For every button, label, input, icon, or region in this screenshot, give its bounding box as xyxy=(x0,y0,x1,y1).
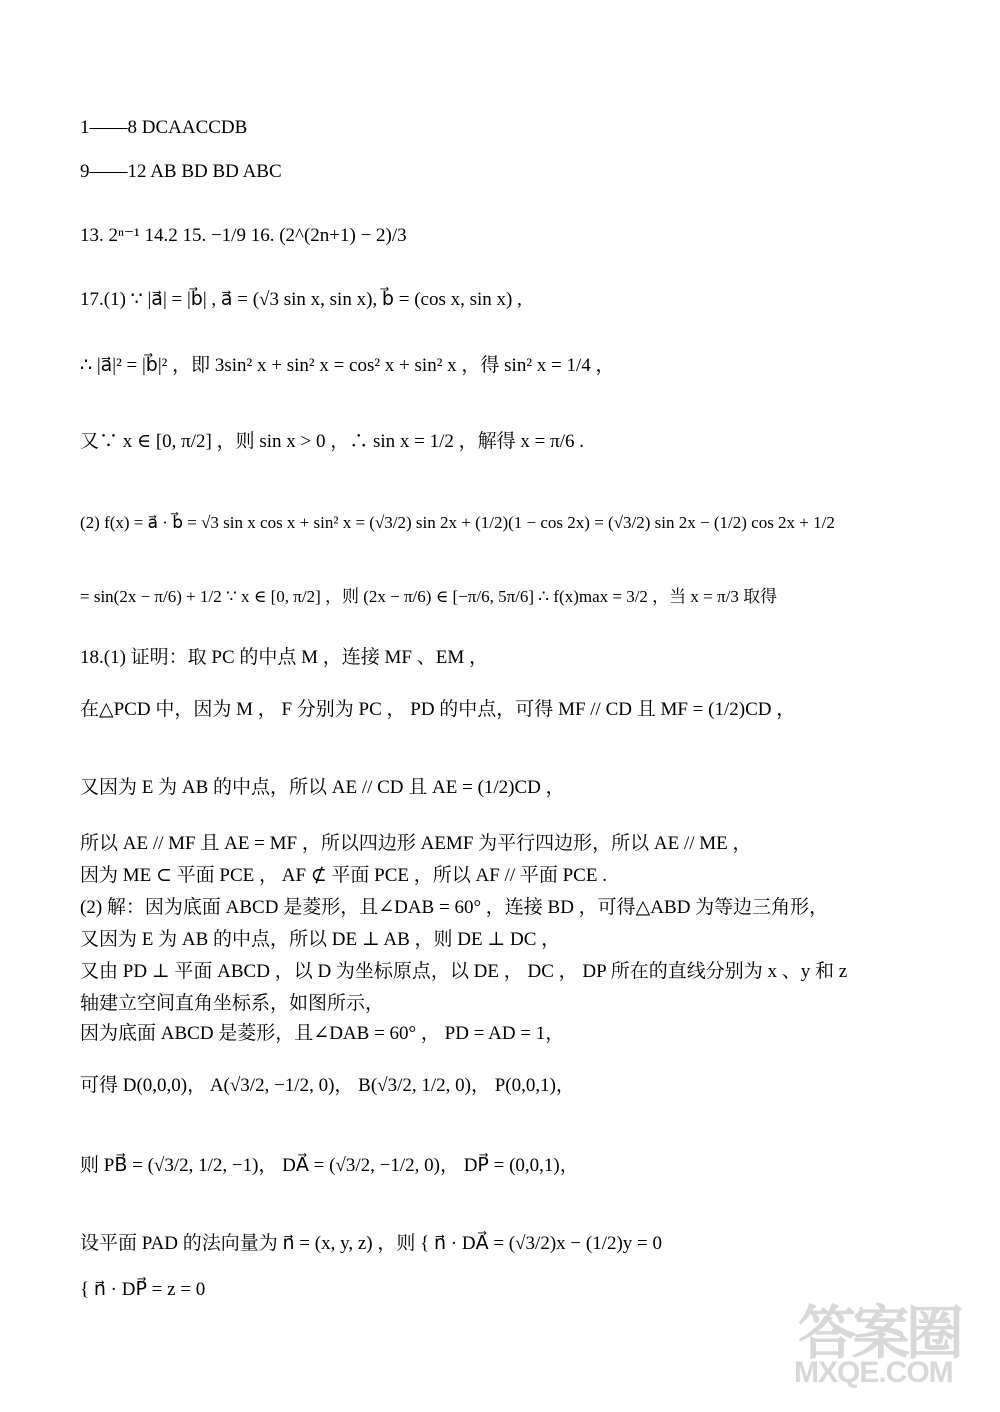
answer-line-1: 1——8 DCAACCDB xyxy=(80,117,248,138)
answer-line-16: 又由 PD ⊥ 平面 ABCD ，以 D 为坐标原点，以 DE ， DC ， DP 所在的直线分别为 x 、y 和 z xyxy=(80,961,848,982)
answer-line-21: 设平面 PAD 的法向量为 n⃗ = (x, y, z) ，则 { n⃗ · DA⃗ = (√3/2)x − (1/2)y = 0 xyxy=(80,1233,663,1254)
answer-line-7: (2) f(x) = a⃗ · b⃗ = √3 sin x cos x + sin² x = (√3/2) sin 2x + (1/2)(1 − cos 2x) = (√3/2) sin 2x − (1/2) cos 2x + 1/2 xyxy=(80,513,835,532)
answer-line-17: 轴建立空间直角坐标系，如图所示， xyxy=(80,993,385,1014)
answer-line-22: { n⃗ · DP⃗ = z = 0 xyxy=(80,1279,206,1300)
answer-line-15: 又因为 E 为 AB 的中点，所以 DE ⊥ AB ，则 DE ⊥ DC ， xyxy=(80,929,561,950)
answer-line-20: 则 PB⃗ = (√3/2, 1/2, −1)， DA⃗ = (√3/2, −1/2, 0)， DP⃗ = (0,0,1)， xyxy=(80,1155,579,1176)
watermark-url: MXQE.COM xyxy=(794,1356,953,1389)
answer-line-10: 在△PCD 中，因为 M ， F 分别为 PC ， PD 的中点，可得 MF // CD 且 MF = (1/2)CD ， xyxy=(80,699,796,720)
answer-line-11: 又因为 E 为 AB 的中点，所以 AE // CD 且 AE = (1/2)CD ， xyxy=(80,777,565,798)
answer-line-4: 17.(1) ∵ |a⃗| = |b⃗| , a⃗ = (√3 sin x, sin x), b⃗ = (cos x, sin x) , xyxy=(80,289,522,310)
answer-line-3: 13. 2ⁿ⁻¹ 14.2 15. −1/9 16. (2^(2n+1) − 2)/3 xyxy=(80,225,407,246)
answer-line-12: 所以 AE // MF 且 AE = MF ，所以四边形 AEMF 为平行四边形，所以 AE // ME ， xyxy=(80,833,752,854)
watermark-glyphs: 答案圈 xyxy=(798,1301,961,1366)
answer-line-9: 18.(1) 证明：取 PC 的中点 M ，连接 MF 、EM ， xyxy=(80,647,488,668)
answer-line-6: 又∵ x ∈ [0, π/2] ，则 sin x > 0 ，∴ sin x = 1/2 ，解得 x = π/6 . xyxy=(80,431,584,452)
answer-line-8: = sin(2x − π/6) + 1/2 ∵ x ∈ [0, π/2] ，则 (2x − π/6) ∈ [−π/6, 5π/6] ∴ f(x)max = 3/2 ，当 x = π/3 取得 xyxy=(80,587,778,606)
answer-line-2: 9——12 AB BD BD ABC xyxy=(80,161,282,182)
answer-line-13: 因为 ME ⊂ 平面 PCE ， AF ⊄ 平面 PCE ，所以 AF // 平面 PCE . xyxy=(80,865,607,886)
watermark-logo xyxy=(788,1278,978,1398)
answer-line-5: ∴ |a⃗|² = |b⃗|² ，即 3sin² x + sin² x = cos² x + sin² x ，得 sin² x = 1/4 ， xyxy=(80,355,615,376)
answer-line-18: 因为底面 ABCD 是菱形，且∠DAB = 60° ， PD = AD = 1， xyxy=(80,1023,565,1044)
answer-line-19: 可得 D(0,0,0)， A(√3/2, −1/2, 0)， B(√3/2, 1/2, 0)， P(0,0,1)， xyxy=(80,1075,575,1096)
answer-line-14: (2) 解：因为底面 ABCD 是菱形，且∠DAB = 60° ，连接 BD ，可得△ABD 为等边三角形， xyxy=(80,897,829,918)
